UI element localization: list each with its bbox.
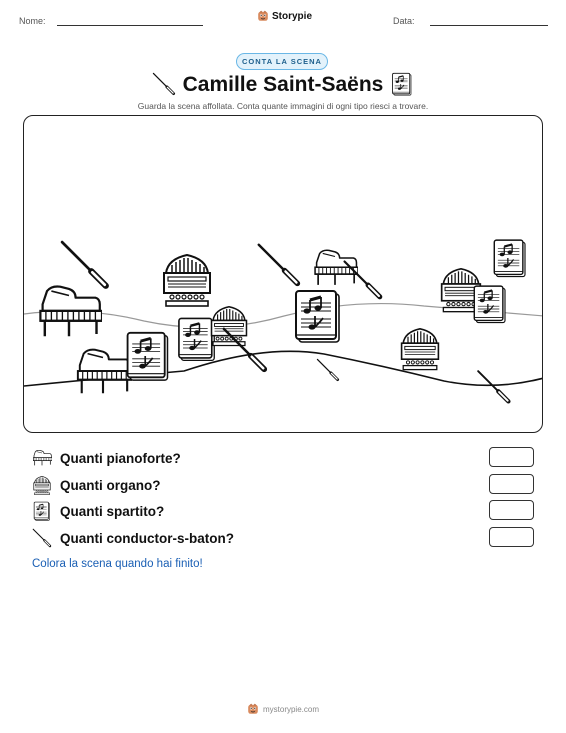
coloring-note: Colora la scena quando hai finito! bbox=[32, 558, 203, 570]
page-title: Camille Saint-Saëns bbox=[182, 73, 384, 96]
question-text: Quanti pianoforte? bbox=[60, 450, 181, 466]
question-text: Quanti organo? bbox=[60, 477, 161, 493]
sheet-music-icon bbox=[474, 286, 505, 322]
sheet-music-icon bbox=[391, 72, 413, 96]
pipe-organ-icon bbox=[402, 329, 439, 370]
grand-piano-icon bbox=[40, 287, 102, 337]
pipe-organ-icon bbox=[32, 475, 52, 495]
brand bbox=[257, 10, 312, 22]
storypie-logo-icon bbox=[257, 10, 269, 22]
counting-scene bbox=[23, 115, 543, 433]
grand-piano-icon bbox=[78, 350, 132, 394]
question-text: Quanti spartito? bbox=[60, 503, 165, 519]
question-text: Quanti conductor-s-baton? bbox=[60, 530, 234, 546]
sheet-music-icon bbox=[32, 501, 52, 521]
answer-box[interactable] bbox=[489, 527, 534, 547]
grand-piano-icon bbox=[32, 448, 52, 468]
scene-illustration bbox=[24, 116, 543, 433]
conductor-baton-icon bbox=[478, 371, 508, 401]
footer-site: mystorypie.com bbox=[262, 704, 319, 714]
question-row bbox=[32, 500, 164, 522]
answer-box[interactable] bbox=[489, 500, 534, 520]
date-label: Data: bbox=[393, 16, 415, 26]
sheet-music-icon bbox=[494, 240, 525, 276]
date-field[interactable] bbox=[430, 25, 548, 26]
pipe-organ-icon bbox=[164, 255, 210, 306]
sheet-music-icon bbox=[128, 333, 168, 380]
question-row bbox=[32, 527, 234, 549]
conductor-baton-icon bbox=[62, 242, 106, 286]
name-label: Nome: bbox=[19, 16, 46, 26]
conductor-baton-icon bbox=[32, 528, 52, 548]
conductor-baton-icon bbox=[259, 245, 298, 284]
conductor-baton-icon bbox=[345, 262, 380, 297]
storypie-logo-icon bbox=[247, 703, 259, 715]
conductor-baton-icon bbox=[317, 359, 337, 379]
answer-box[interactable] bbox=[489, 474, 534, 494]
sheet-music-icon bbox=[179, 318, 214, 360]
name-field[interactable] bbox=[57, 25, 203, 26]
pipe-organ-icon bbox=[212, 307, 247, 346]
answer-box[interactable] bbox=[489, 447, 534, 467]
sheet-music-icon bbox=[296, 291, 339, 342]
activity-badge: CONTA LA SCENA bbox=[236, 53, 328, 70]
instructions: Guarda la scena affollata. Conta quante immagini di ogni tipo riesci a trovare. bbox=[137, 101, 429, 111]
question-row bbox=[32, 447, 181, 469]
question-row bbox=[32, 474, 161, 496]
footer bbox=[0, 703, 566, 715]
brand-name: Storypie bbox=[272, 10, 313, 22]
